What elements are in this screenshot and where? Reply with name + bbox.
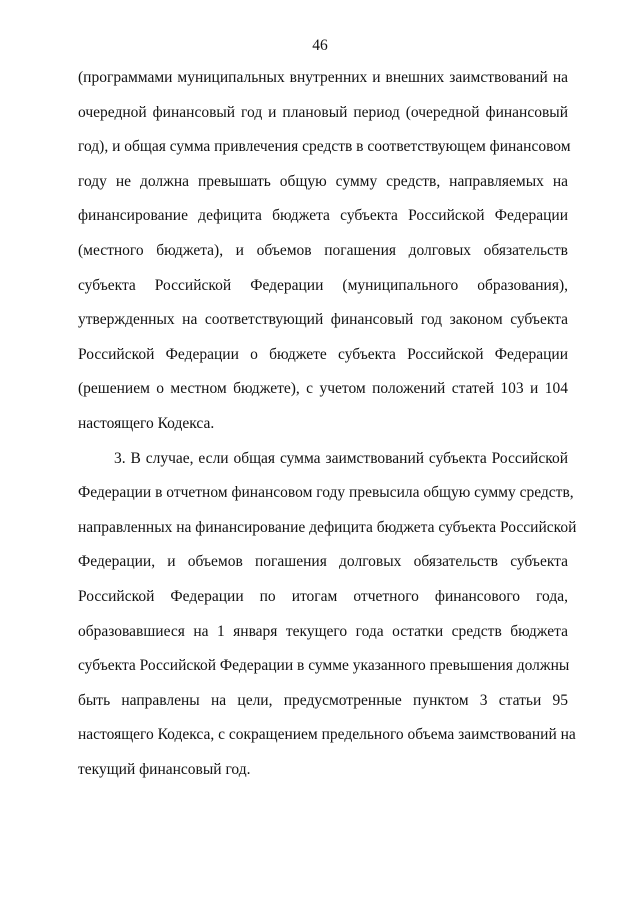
text-line: настоящего Кодекса. [78,414,215,432]
text-line: текущий финансовый год. [78,760,251,778]
document-body [78,61,577,787]
text-line: год), и общая сумма привлечения средств в соответствующем финансовом [78,138,571,156]
text-line: Федерации в отчетном финансовом году превысила общую сумму средств, [78,484,574,502]
text-line: быть направлены на цели, предусмотренные пунктом 3 статьи 95 [78,691,568,709]
text-line: утвержденных на соответствующий финансовый год законом субъекта [78,311,568,329]
text-line: 3. В случае, если общая сумма заимствований субъекта Российской [114,449,568,467]
text-line: (местного бюджета), и объемов погашения долговых обязательств [78,241,568,259]
text-line: направленных на финансирование дефицита бюджета субъекта Российской [78,518,577,536]
text-line: очередной финансовый год и плановый период (очередной финансовый [78,103,568,121]
text-line: Федерации, и объемов погашения долговых обязательств субъекта [78,553,568,571]
text-line: образовавшиеся на 1 января текущего года остатки средств бюджета [78,622,568,640]
text-line: Российской Федерации по итогам отчетного финансового года, [78,587,568,605]
text-line: финансирование дефицита бюджета субъекта Российской Федерации [78,207,568,225]
text-line: субъекта Российской Федерации в сумме указанного превышения должны [78,657,570,675]
paragraph-continuation [78,61,571,442]
paragraph-item-3 [78,442,577,788]
text-line: настоящего Кодекса, с сокращением предельного объема заимствований на [78,726,576,744]
text-line: субъекта Российской Федерации (муниципального образования), [78,276,568,294]
text-line: году не должна превышать общую сумму средств, направляемых на [78,172,568,190]
text-line: Российской Федерации о бюджете субъекта Российской Федерации [78,345,568,363]
text-line: (решением о местном бюджете), с учетом положений статей 103 и 104 [78,380,568,398]
text-line: (программами муниципальных внутренних и внешних заимствований на [78,69,568,86]
page-number: 46 [312,37,328,54]
